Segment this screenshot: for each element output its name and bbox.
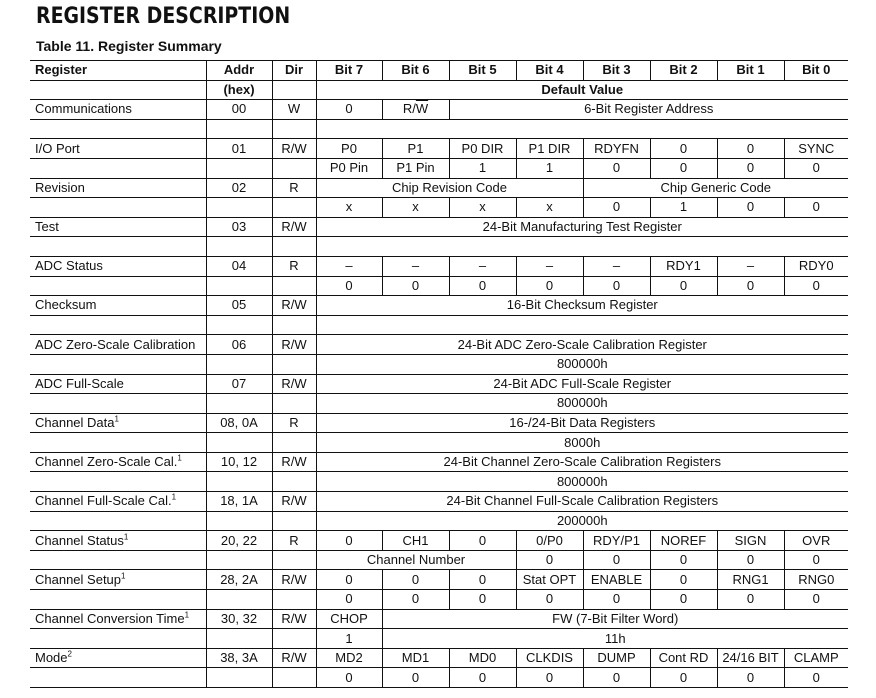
register-name: Checksum — [30, 296, 206, 316]
default-cell: 0 — [717, 590, 784, 610]
bit-span: 24-Bit Channel Full-Scale Calibration Registers — [316, 492, 848, 512]
register-dir: R/W — [272, 335, 316, 355]
register-name — [30, 570, 206, 590]
default-cell: 0 — [316, 590, 382, 610]
bit-cell: 0 — [316, 531, 382, 551]
bit-label: R/ — [402, 101, 416, 117]
register-name-text: Channel Zero-Scale Cal. — [35, 454, 178, 470]
default-cell: x — [516, 198, 583, 218]
register-name-text: Channel Conversion Time — [35, 610, 185, 626]
bit-cell: – — [382, 256, 449, 276]
register-addr: 08, 0A — [206, 413, 272, 433]
bit-cell: OVR — [784, 531, 848, 551]
default-cell: P0 Pin — [316, 158, 382, 178]
table-row — [30, 492, 848, 512]
bit-cell: RDY/P1 — [583, 531, 650, 551]
bit-span: 24-Bit Channel Zero-Scale Calibration Registers — [316, 452, 848, 472]
bit-cell: ENABLE — [583, 570, 650, 590]
default-cell: 0 — [717, 198, 784, 218]
table-row — [30, 472, 848, 492]
bit-cell: 0 — [449, 570, 516, 590]
default-span: 800000h — [316, 394, 848, 414]
table-row — [30, 315, 848, 335]
default-cell: 0 — [516, 276, 583, 296]
register-name: Communications — [30, 100, 206, 120]
table-row — [30, 452, 848, 472]
table-caption: Table 11. Register Summary — [36, 38, 222, 54]
table-header-row — [30, 61, 848, 81]
register-addr: 05 — [206, 296, 272, 316]
register-addr: 10, 12 — [206, 452, 272, 472]
register-name-text: Channel Full-Scale Cal. — [35, 493, 172, 509]
default-span: 11h — [382, 629, 848, 649]
table-row — [30, 570, 848, 590]
footnote-mark: 1 — [171, 493, 177, 503]
default-cell: 1 — [516, 158, 583, 178]
default-cell: 0 — [784, 198, 848, 218]
default-cell: 0 — [583, 590, 650, 610]
register-dir: R/W — [272, 139, 316, 159]
default-cell: 0 — [316, 668, 382, 688]
register-name — [30, 452, 206, 472]
bit-cell: RDYFN — [583, 139, 650, 159]
bit-cell: 0 — [316, 100, 382, 120]
register-name: ADC Zero-Scale Calibration — [30, 335, 206, 355]
register-name — [30, 413, 206, 433]
bit-cell: DUMP — [583, 648, 650, 668]
register-addr: 07 — [206, 374, 272, 394]
default-cell: 1 — [316, 629, 382, 649]
table-row — [30, 100, 848, 120]
bit-span: Chip Generic Code — [583, 178, 848, 198]
bit-cell: – — [583, 256, 650, 276]
header-addr: Addr — [206, 61, 272, 81]
default-cell: 0 — [382, 668, 449, 688]
default-span: Channel Number — [316, 550, 516, 570]
default-cell: 0 — [650, 550, 717, 570]
table-row — [30, 198, 848, 218]
register-dir: R/W — [272, 217, 316, 237]
header-bit1: Bit 1 — [717, 61, 784, 81]
default-cell: P1 Pin — [382, 158, 449, 178]
default-cell: 0 — [449, 276, 516, 296]
bit-cell: SYNC — [784, 139, 848, 159]
default-cell: 0 — [784, 590, 848, 610]
default-cell: 0 — [516, 590, 583, 610]
bit-span: Chip Revision Code — [316, 178, 583, 198]
bit-cell: 0 — [717, 139, 784, 159]
table-row — [30, 256, 848, 276]
default-cell: 0 — [382, 276, 449, 296]
default-cell: 0 — [583, 668, 650, 688]
register-dir: R/W — [272, 296, 316, 316]
header-bit3: Bit 3 — [583, 61, 650, 81]
table-row — [30, 374, 848, 394]
register-dir: W — [272, 100, 316, 120]
default-cell: 0 — [784, 276, 848, 296]
register-name — [30, 531, 206, 551]
default-cell: 0 — [583, 198, 650, 218]
default-cell: 1 — [650, 198, 717, 218]
default-cell: 0 — [784, 158, 848, 178]
register-addr: 01 — [206, 139, 272, 159]
bit-cell: Stat OPT — [516, 570, 583, 590]
table-row — [30, 296, 848, 316]
register-name: I/O Port — [30, 139, 206, 159]
bit-cell: NOREF — [650, 531, 717, 551]
default-cell: 0 — [583, 276, 650, 296]
default-cell: x — [382, 198, 449, 218]
default-cell: 0 — [583, 550, 650, 570]
bit-span: 24-Bit Manufacturing Test Register — [316, 217, 848, 237]
default-cell: 0 — [449, 590, 516, 610]
bit-cell: P1 DIR — [516, 139, 583, 159]
table-row — [30, 237, 848, 257]
table-row — [30, 139, 848, 159]
bit-cell: 0 — [449, 531, 516, 551]
bit-cell — [382, 100, 449, 120]
default-cell: 0 — [316, 276, 382, 296]
bit-cell: P0 DIR — [449, 139, 516, 159]
register-dir: R/W — [272, 609, 316, 629]
register-addr: 38, 3A — [206, 648, 272, 668]
table-row — [30, 609, 848, 629]
bit-cell: 0 — [316, 570, 382, 590]
default-cell: 1 — [449, 158, 516, 178]
register-name: ADC Status — [30, 256, 206, 276]
table-row — [30, 433, 848, 453]
bit-span: 6-Bit Register Address — [449, 100, 848, 120]
table-row — [30, 158, 848, 178]
bit-cell: RDY1 — [650, 256, 717, 276]
register-dir: R — [272, 178, 316, 198]
register-dir: R — [272, 413, 316, 433]
bit-label-overline: $\overline{W}$ — [415, 101, 429, 117]
bit-cell: – — [316, 256, 382, 276]
table-row — [30, 276, 848, 296]
default-cell: 0 — [717, 276, 784, 296]
register-dir: R/W — [272, 648, 316, 668]
default-cell: 0 — [717, 158, 784, 178]
default-span: 800000h — [316, 354, 848, 374]
table-header-row — [30, 80, 848, 100]
bit-cell: – — [516, 256, 583, 276]
bit-span: FW (7-Bit Filter Word) — [382, 609, 848, 629]
table-row — [30, 335, 848, 355]
default-cell: 0 — [784, 550, 848, 570]
bit-cell: MD1 — [382, 648, 449, 668]
bit-cell: 24/16 BIT — [717, 648, 784, 668]
table-row — [30, 394, 848, 414]
register-addr: 04 — [206, 256, 272, 276]
table-row — [30, 178, 848, 198]
table-row — [30, 217, 848, 237]
header-default-value: Default Value — [316, 80, 848, 100]
table-row — [30, 629, 848, 649]
header-addr-unit: (hex) — [206, 80, 272, 100]
table-row — [30, 648, 848, 668]
footnote-mark: 1 — [177, 453, 182, 463]
register-dir: R/W — [272, 492, 316, 512]
default-cell: 0 — [516, 668, 583, 688]
register-addr: 18, 1A — [206, 492, 272, 512]
bit-cell: 0 — [650, 139, 717, 159]
default-cell: 0 — [717, 550, 784, 570]
table-row — [30, 511, 848, 531]
register-name — [30, 648, 206, 668]
bit-cell: RDY0 — [784, 256, 848, 276]
default-cell: 0 — [382, 590, 449, 610]
header-bit0: Bit 0 — [784, 61, 848, 81]
bit-cell: 0/P0 — [516, 531, 583, 551]
register-addr: 00 — [206, 100, 272, 120]
header-register: Register — [30, 61, 206, 81]
bit-cell: SIGN — [717, 531, 784, 551]
bit-cell: 0 — [650, 570, 717, 590]
register-name-text: Channel Data — [35, 414, 115, 430]
default-cell: 0 — [583, 158, 650, 178]
register-name-text: Mode — [35, 650, 68, 666]
default-cell: 0 — [516, 550, 583, 570]
default-span: 8000h — [316, 433, 848, 453]
bit-cell: RNG1 — [717, 570, 784, 590]
header-bit4: Bit 4 — [516, 61, 583, 81]
register-name — [30, 492, 206, 512]
header-bit6: Bit 6 — [382, 61, 449, 81]
footnote-mark: 2 — [67, 649, 72, 659]
default-cell: 0 — [650, 158, 717, 178]
default-cell: 0 — [650, 276, 717, 296]
default-cell: 0 — [449, 668, 516, 688]
table-row — [30, 550, 848, 570]
table-row — [30, 354, 848, 374]
register-addr: 30, 32 — [206, 609, 272, 629]
table-row — [30, 119, 848, 139]
default-cell: x — [449, 198, 516, 218]
register-name: Test — [30, 217, 206, 237]
bit-cell: RNG0 — [784, 570, 848, 590]
register-dir: R/W — [272, 452, 316, 472]
default-span: 800000h — [316, 472, 848, 492]
footnote-mark: 1 — [114, 414, 119, 424]
default-cell: x — [316, 198, 382, 218]
default-cell: 0 — [717, 668, 784, 688]
register-dir: R — [272, 256, 316, 276]
default-cell: 0 — [650, 668, 717, 688]
table-row — [30, 531, 848, 551]
bit-span: 16-/24-Bit Data Registers — [316, 413, 848, 433]
register-name: Revision — [30, 178, 206, 198]
bit-span: 16-Bit Checksum Register — [316, 296, 848, 316]
default-cell: 0 — [650, 590, 717, 610]
register-name — [30, 609, 206, 629]
footnote-mark: 1 — [184, 610, 190, 620]
bit-cell: – — [717, 256, 784, 276]
bit-span: 24-Bit ADC Zero-Scale Calibration Register — [316, 335, 848, 355]
register-addr: 03 — [206, 217, 272, 237]
register-addr: 06 — [206, 335, 272, 355]
footnote-mark: 1 — [121, 571, 126, 581]
bit-cell: CLAMP — [784, 648, 848, 668]
bit-cell: P0 — [316, 139, 382, 159]
bit-span: 24-Bit ADC Full-Scale Register — [316, 374, 848, 394]
bit-cell: P1 — [382, 139, 449, 159]
footnote-mark: 1 — [123, 532, 129, 542]
register-addr: 20, 22 — [206, 531, 272, 551]
default-cell: 0 — [784, 668, 848, 688]
register-addr: 28, 2A — [206, 570, 272, 590]
bit-cell: CH1 — [382, 531, 449, 551]
register-summary-table — [30, 60, 848, 688]
bit-cell: – — [449, 256, 516, 276]
register-addr: 02 — [206, 178, 272, 198]
default-span: 200000h — [316, 511, 848, 531]
bit-cell: MD0 — [449, 648, 516, 668]
table-row — [30, 590, 848, 610]
register-name-text: Channel Status — [35, 532, 124, 548]
bit-cell: CLKDIS — [516, 648, 583, 668]
table-row — [30, 668, 848, 688]
section-title: REGISTER DESCRIPTION — [36, 4, 291, 29]
register-dir: R — [272, 531, 316, 551]
bit-cell: CHOP — [316, 609, 382, 629]
header-bit7: Bit 7 — [316, 61, 382, 81]
bit-cell: Cont RD — [650, 648, 717, 668]
register-name: ADC Full-Scale — [30, 374, 206, 394]
register-dir: R/W — [272, 570, 316, 590]
bit-cell: MD2 — [316, 648, 382, 668]
header-bit2: Bit 2 — [650, 61, 717, 81]
header-dir: Dir — [272, 61, 316, 81]
register-name-text: Channel Setup — [35, 571, 122, 587]
header-bit5: Bit 5 — [449, 61, 516, 81]
table-row — [30, 413, 848, 433]
register-dir: R/W — [272, 374, 316, 394]
bit-cell: 0 — [382, 570, 449, 590]
